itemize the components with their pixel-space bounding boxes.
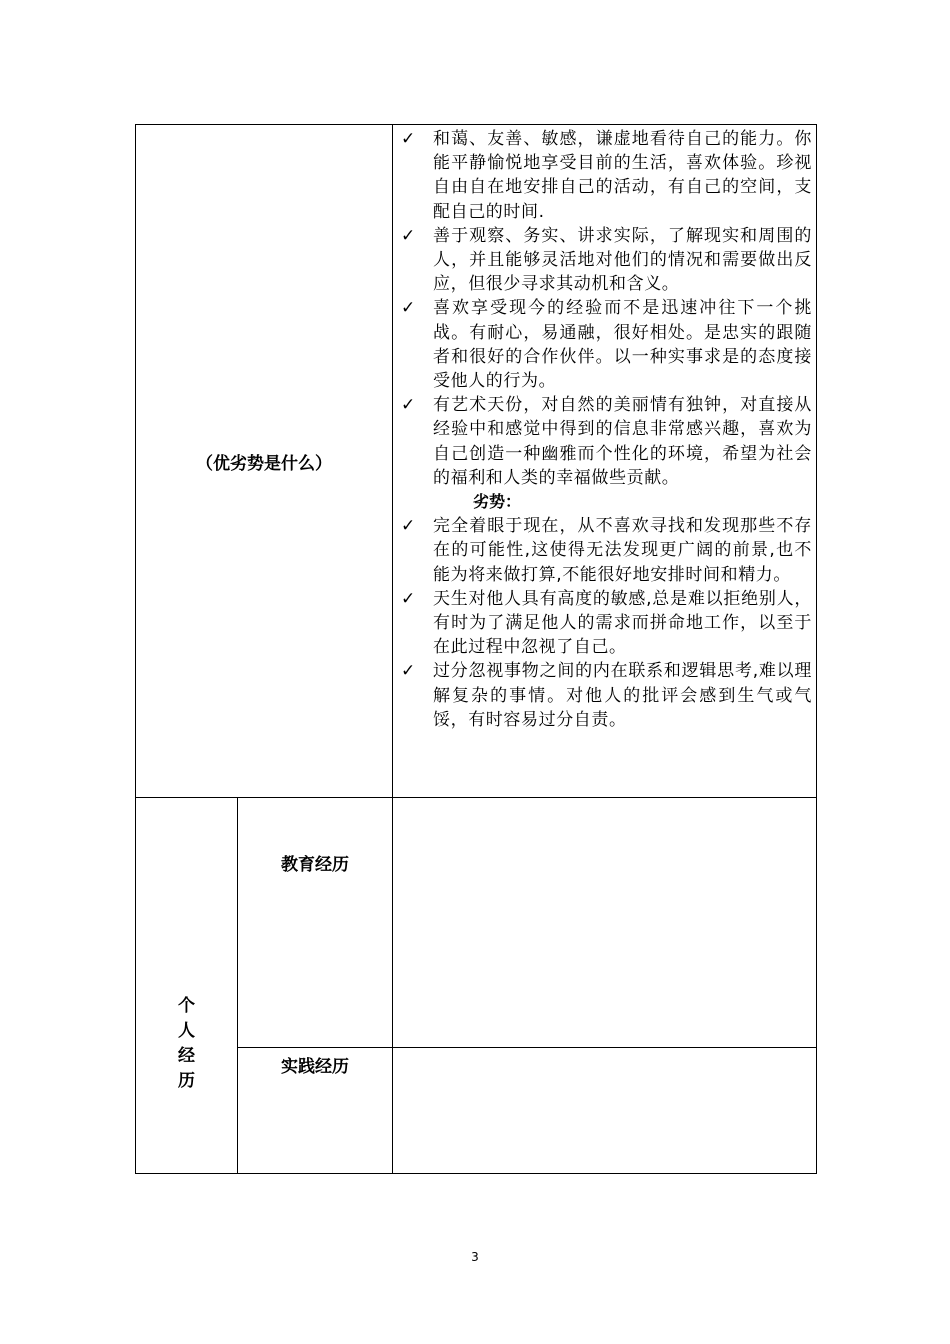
weakness-text: 完全着眼于现在，从不喜欢寻找和发现那些不存在的可能性,这使得无法发现更广阔的前景,也不能为将来做打算,不能很好地安排时间和精力。 <box>433 516 812 585</box>
strength-text: 喜欢享受现今的经验而不是迅速冲往下一个挑战。有耐心，易通融，很好相处。是忠实的跟随者和很好的合作伙伴。以一种实事求是的态度接受他人的行为。 <box>433 298 812 392</box>
education-label: 教育经历 <box>281 855 349 875</box>
weakness-text: 天生对他人具有高度的敏感,总是难以拒绝别人，有时为了满足他人的需求而拼命地工作，以至于在此过程中忽视了自己。 <box>433 588 812 658</box>
strength-text: 善于观察、务实、讲求实际，了解现实和周围的人，并且能够灵活地对他们的情况和需要做出反应，但很少寻求其动机和含义。 <box>433 225 812 295</box>
experience-label-char: 人 <box>178 1021 195 1041</box>
strength-text: 有艺术天份，对自然的美丽情有独钟，对直接从经验中和感觉中得到的信息非常感兴趣，喜欢为自己创造一种幽雅而个性化的环境，希望为社会的福利和人类的幸福做些贡献。 <box>433 395 812 488</box>
strength-text: 和蔼、友善、敏感，谦虚地看待自己的能力。你能平静愉悦地享受目前的生活，喜欢体验。珍视自由自在地安排自己的活动，有自己的空间，支配自己的时间. <box>433 129 812 222</box>
check-icon: ✓ <box>401 588 416 609</box>
practice-label-cell <box>238 1048 393 1174</box>
check-icon: ✓ <box>401 129 416 149</box>
weakness-item <box>401 587 812 660</box>
education-content-cell[interactable] <box>393 798 817 1048</box>
strength-item <box>401 127 812 224</box>
strength-item <box>401 224 812 297</box>
check-icon: ✓ <box>401 516 416 537</box>
education-row <box>136 798 817 1048</box>
strengths-label: （优劣势是什么） <box>196 453 332 474</box>
check-icon: ✓ <box>401 225 416 246</box>
profile-table <box>135 124 817 1174</box>
education-label-cell <box>238 798 393 1048</box>
experience-label-char: 经 <box>178 1046 195 1066</box>
practice-label: 实践经历 <box>281 1057 349 1077</box>
weakness-item <box>401 514 812 587</box>
weakness-text: 过分忽视事物之间的内在联系和逻辑思考,难以理解复杂的事情。对他人的批评会感到生气或气馁，有时容易过分自责。 <box>433 661 812 730</box>
practice-row <box>136 1048 817 1174</box>
check-icon: ✓ <box>401 298 416 319</box>
strengths-label-cell <box>136 125 393 798</box>
strengths-row <box>136 125 817 798</box>
page-number: 3 <box>471 1250 479 1264</box>
strength-item <box>401 393 812 490</box>
weakness-heading: 劣势： <box>473 492 522 512</box>
weakness-item <box>401 659 812 732</box>
check-icon: ✓ <box>401 661 416 682</box>
strengths-content-cell <box>393 125 817 798</box>
experience-label-char: 历 <box>178 1071 195 1091</box>
experience-label-char: 个 <box>178 996 195 1016</box>
experience-label-cell <box>136 798 238 1174</box>
experience-label <box>136 994 237 1094</box>
strength-item <box>401 296 812 393</box>
practice-content-cell[interactable] <box>393 1048 817 1174</box>
check-icon: ✓ <box>401 395 416 416</box>
